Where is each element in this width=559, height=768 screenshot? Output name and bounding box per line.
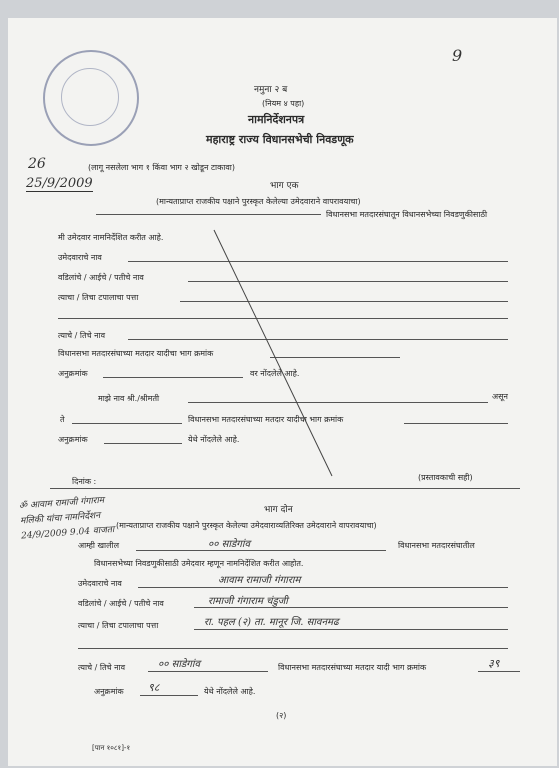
part1-subheading: (मान्यताप्राप्त राजकीय पक्षाने पुरस्कृत केलेल्या उमेदवाराने वापरावयाचा)	[156, 197, 361, 206]
part2-serial-value: ९८	[148, 681, 160, 694]
page-number: (२)	[276, 711, 287, 720]
part2-candidate-name-value: आवाम रामाजी गंगाराम	[218, 575, 301, 586]
footer-code: [पान १०८१]-१	[92, 744, 131, 752]
part2-postal-address-label: त्याचा / तिचा टपालाचा पत्ता	[78, 621, 159, 630]
strike-through-line	[8, 18, 557, 766]
part2-roll-part-label: विधानसभा मतदारसंघाच्या मतदार यादी भाग क्रमांक	[278, 663, 427, 672]
part2-serial-label: अनुक्रमांक	[94, 687, 124, 696]
part1-father-name-label: वडिलांचे / आईचे / पतीचे नाव	[58, 273, 144, 282]
form-page	[8, 18, 557, 766]
part1-proposer-sign: (प्रस्तावकाची सही)	[418, 473, 473, 482]
part1-his-name-label: त्याचे / तिचे नाव	[58, 331, 106, 340]
part2-father-name-label: वडिलांचे / आईचे / पतीचे नाव	[78, 599, 164, 608]
form-number: नमुना २ ब	[254, 85, 288, 95]
part1-being-text: असून	[492, 392, 508, 401]
part2-postal-address-value: रा. पहल (२) ता. मानूर जि. सावनमढ	[204, 617, 339, 628]
part2-nominate-text: विधानसभेच्या निवडणुकीसाठी उमेदवार म्हणून नामनिर्देशित करीत आहोत.	[94, 559, 304, 568]
part2-heading: भाग दोन	[264, 505, 293, 515]
part2-roll-part-value: ३९	[488, 657, 500, 670]
part1-heading: भाग एक	[270, 181, 299, 191]
rule-reference: (नियम ४ पहा)	[262, 99, 305, 108]
part1-entered2-text: येथे नोंदलेले आहे.	[188, 435, 240, 444]
part1-te-text: ते	[60, 415, 65, 424]
part1-serial2-label: अनुक्रमांक	[58, 435, 88, 444]
corner-mark: 9	[452, 46, 463, 65]
part2-his-name-value: ०० साडेगांव	[158, 659, 201, 670]
part1-roll-part-label: विधानसभा मतदारसंघाच्या मतदार यादीचा भाग क्रमांक	[58, 349, 214, 358]
part2-candidate-name-label: उमेदवाराचे नाव	[78, 579, 122, 588]
part1-nominate-text: मी उमेदवार नामनिर्देशित करीत आहे.	[58, 233, 164, 242]
part2-subheading: (मान्यताप्राप्त राजकीय पक्षाने पुरस्कृत केलेल्या उमेदवाराव्यतिरिक्त उमेदवाराने वापरावयाचा)	[116, 521, 377, 530]
part2-constituency-field[interactable]	[136, 550, 386, 551]
part2-father-name-field[interactable]	[194, 607, 508, 608]
part2-candidate-name-field[interactable]	[138, 587, 508, 588]
part1-postal-address-label: त्याचा / तिचा टपालाचा पत्ता	[58, 293, 139, 302]
part2-postal-address-field[interactable]	[194, 629, 508, 630]
part1-candidate-name-label: उमेदवाराचे नाव	[58, 253, 102, 262]
part2-constituency-text: विधानसभा मतदारसंघातील	[398, 541, 475, 550]
part2-serial-field[interactable]	[140, 695, 198, 696]
form-title: नामनिर्देशनपत्र	[248, 113, 305, 126]
part2-entered-text: येथे नोंदलेले आहे.	[204, 687, 256, 696]
part1-constituency-text: विधानसभा मतदारसंघातून विधानसभेच्या निवडणुकीसाठी	[326, 210, 488, 219]
margin-note-handwritten: ॐ आवाम रामाजी गंगाराम मलिकी यांचा नामनिर्देशन 24/9/2009 9.04 वाजता	[18, 495, 115, 542]
part1-my-name-label: माझे नाव श्री./श्रीमती	[98, 394, 160, 403]
form-subtitle: महाराष्ट्र राज्य विधानसभेची निवडणूक	[206, 133, 354, 146]
part2-from-text: आम्ही खालील	[78, 541, 119, 550]
instruction: (लागू नसलेला भाग १ किंवा भाग २ खोडून टाकावा)	[88, 163, 235, 172]
part1-date-label: दिनांक :	[72, 477, 97, 486]
serial-date-handwritten: 25/9/2009	[26, 176, 93, 191]
part2-roll-part-field[interactable]	[478, 671, 520, 672]
part1-entered-text: वर नोंदलेले आहे.	[250, 369, 300, 378]
part2-his-name-label: त्याचे / तिचे नाव	[78, 663, 126, 672]
part2-his-name-field[interactable]	[148, 671, 268, 672]
serial-number-handwritten: 26	[28, 156, 46, 172]
part1-serial-label: अनुक्रमांक	[58, 369, 88, 378]
part2-father-name-value: रामाजी गंगाराम चंडुजी	[208, 596, 288, 607]
part1-roll-part2-label: विधानसभा मतदारसंघाच्या मतदार यादीचा भाग क्रमांक	[188, 415, 344, 424]
part2-constituency-value: ०० साडेगांव	[208, 539, 251, 550]
